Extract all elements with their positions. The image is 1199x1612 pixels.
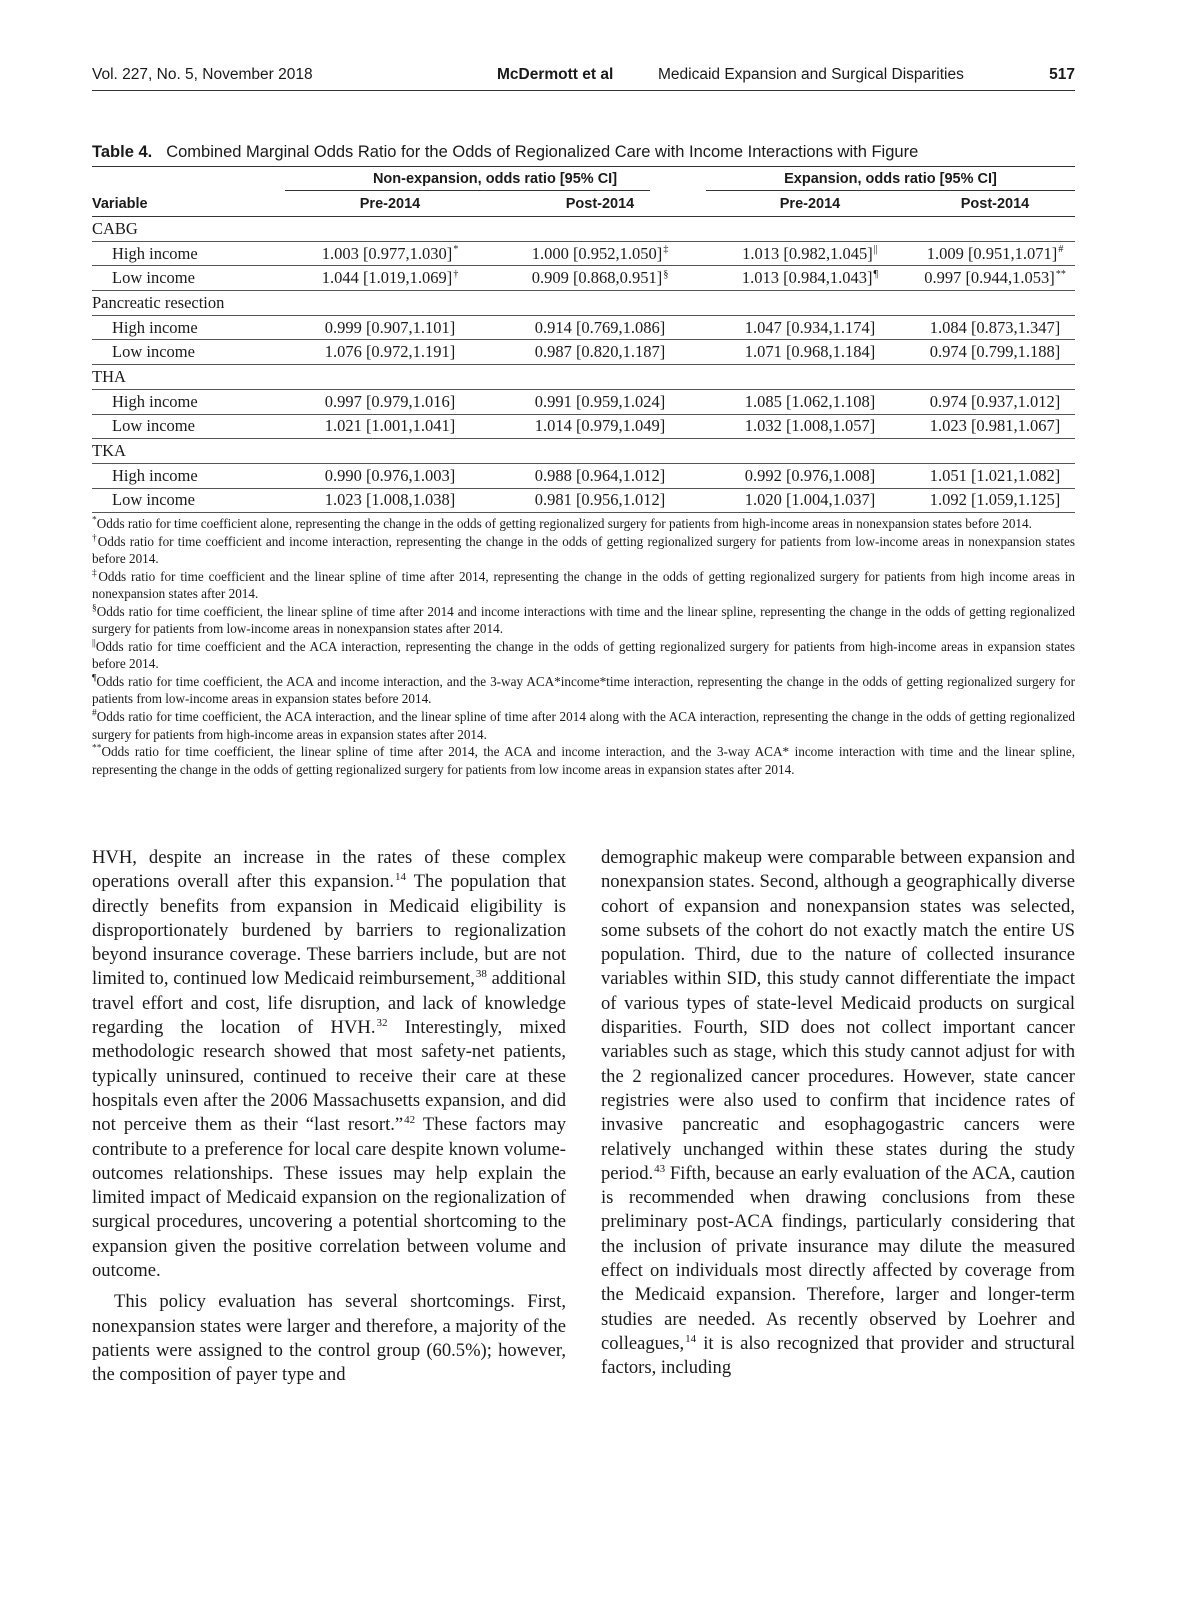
cell-nonexp-pre: 0.990 [0.976,1.003]	[285, 463, 495, 488]
cell-exp-pre: 1.085 [1.062,1.108]	[705, 389, 915, 414]
cell-nonexp-pre: 1.044 [1.019,1.069]†	[285, 266, 495, 291]
cell-nonexp-pre: 1.021 [1.001,1.041]	[285, 414, 495, 439]
table-title: Combined Marginal Odds Ratio for the Odds of Regionalized Care with Income Interactions with Figure	[166, 143, 919, 161]
data-table	[92, 191, 1075, 513]
cell-nonexp-post: 0.991 [0.959,1.024]	[495, 389, 705, 414]
header-variable: Variable	[92, 191, 285, 217]
table-row	[92, 414, 1075, 439]
cell-exp-pre: 1.071 [0.968,1.184]	[705, 340, 915, 365]
row-label: Low income	[92, 488, 285, 513]
footnote: †Odds ratio for time coefficient and income interaction, representing the change in the odds of getting regionalized surgery for patients from low-income areas in nonexpansion states before 2014.	[92, 533, 1076, 567]
header-nonexp-pre: Pre-2014	[285, 191, 495, 217]
table-row	[92, 389, 1075, 414]
row-label: High income	[92, 241, 285, 266]
journal-volume: Vol. 227, No. 5, November 2018	[92, 66, 313, 83]
footnote-mark: ¶	[873, 268, 879, 280]
cell-nonexp-post: 0.987 [0.820,1.187]	[495, 340, 705, 365]
header-exp-post: Post-2014	[915, 191, 1075, 217]
group-header-nonexpansion: Non-expansion, odds ratio [95% CI]	[372, 171, 618, 187]
article-authors: McDermott et al	[497, 66, 614, 83]
row-label: Low income	[92, 414, 285, 439]
footnote: **Odds ratio for time coefficient, the linear spline of time after 2014, the ACA and income interaction, and the 3-way ACA* income interaction with time and the linear spline, representing the change in the odds of getting regionalized surgery for patients from low income areas in expansion states after 2014.	[92, 743, 1075, 777]
cell-nonexp-post: 1.014 [0.979,1.049]	[495, 414, 705, 439]
group-underline-nonexpansion	[285, 190, 650, 191]
cell-exp-pre: 1.047 [0.934,1.174]	[705, 315, 915, 340]
cell-exp-pre: 1.032 [1.008,1.057]	[705, 414, 915, 439]
section-label: THA	[92, 365, 1075, 390]
cell-nonexp-post: 0.981 [0.956,1.012]	[495, 488, 705, 513]
body-paragraph: HVH, despite an increase in the rates of these complex operations overall after this expansion.$^{14}$ The population that directly benefits from expansion in Medicaid eligibility is disproportionately burdened by barriers to regionalization beyond insurance coverage. These barriers include, but are not limited to, continued low Medicaid reimbursement,$^{38}$ additional travel effort and cost, life disruption, and lack of knowledge regarding the location of HVH.$^{32}$ Interestingly, mixed methodologic research showed that most safety-net patients, typically uninsured, continued to receive their care at these hospitals even after the 2006 Massachusetts expansion, and did not perceive them as their “last resort.”$^{42}$ These factors may contribute to a preference for local care despite known volume-outcomes relationships. These issues may help explain the limited impact of Medicaid expansion on the regionalization of surgical procedures, uncovering a potential shortcoming to the expansion given the positive correlation between volume and outcome.	[92, 847, 567, 1282]
table-row	[92, 463, 1075, 488]
section-row	[92, 291, 1075, 316]
group-header-expansion: Expansion, odds ratio [95% CI]	[784, 171, 997, 187]
table-group-header	[92, 167, 1075, 191]
cell-nonexp-pre: 1.076 [0.972,1.191]	[285, 340, 495, 365]
cell-nonexp-pre: 1.023 [1.008,1.038]	[285, 488, 495, 513]
table-row	[92, 241, 1075, 266]
row-label: High income	[92, 315, 285, 340]
body-column-right	[601, 846, 1075, 1381]
section-row	[92, 217, 1075, 242]
footnote-mark: ||	[873, 244, 878, 256]
reference-citation: 38	[475, 968, 487, 981]
group-underline-expansion	[706, 190, 1075, 191]
footnote-mark: †	[453, 268, 459, 280]
footnote: ||Odds ratio for time coefficient and the ACA interaction, representing the change in the odds of getting regionalized surgery for patients from high-income areas in expansion states before 2014.	[92, 638, 1075, 672]
body-paragraph: This policy evaluation has several shortcomings. First, nonexpansion states were larger and therefore, a majority of the patients were assigned to the control group (60.5%); however, the composition of payer type and	[92, 1291, 566, 1386]
cell-exp-post: 1.051 [1.021,1.082]	[915, 463, 1075, 488]
reference-citation: 43	[654, 1162, 666, 1175]
section-label: Pancreatic resection	[92, 291, 1075, 316]
cell-exp-post: 1.009 [0.951,1.071]#	[915, 241, 1075, 266]
footnote: ‡Odds ratio for time coefficient and the linear spline of time after 2014, representing the change in the odds of getting regionalized surgery for patients from high income areas in nonexpansion states after 2014.	[92, 568, 1075, 602]
cell-exp-pre: 0.992 [0.976,1.008]	[705, 463, 915, 488]
table-caption	[92, 143, 1075, 162]
footnote: §Odds ratio for time coefficient, the linear spline of time after 2014 and income interactions with time and the linear spline, representing the change in the odds of getting regionalized surgery for patients from low-income areas in nonexpansion states after 2014.	[92, 603, 1075, 637]
footnote-mark: *	[453, 244, 459, 256]
cell-exp-post: 0.974 [0.937,1.012]	[915, 389, 1075, 414]
table-row	[92, 315, 1075, 340]
footnote-mark: ‡	[663, 244, 669, 256]
cell-exp-pre: 1.020 [1.004,1.037]	[705, 488, 915, 513]
cell-nonexp-post: 0.909 [0.868,0.951]§	[495, 266, 705, 291]
table-row	[92, 488, 1075, 513]
footnote: #Odds ratio for time coefficient, the ACA interaction, and the linear spline of time after 2014 along with the ACA interaction, representing the change in the odds of getting regionalized surgery for patients from high-income areas in expansion states after 2014.	[92, 708, 1075, 742]
footnote-mark: §	[663, 268, 669, 280]
reference-citation: 14	[395, 871, 407, 884]
cell-exp-post: 0.974 [0.799,1.188]	[915, 340, 1075, 365]
section-row	[92, 439, 1075, 464]
footnote-mark: **	[1055, 268, 1066, 280]
row-label: Low income	[92, 340, 285, 365]
reference-citation: 32	[376, 1016, 388, 1029]
section-label: CABG	[92, 217, 1075, 242]
row-label: High income	[92, 389, 285, 414]
cell-exp-post: 1.092 [1.059,1.125]	[915, 488, 1075, 513]
footnote: *Odds ratio for time coefficient alone, representing the change in the odds of getting regionalized surgery for patients from high-income areas in nonexpansion states before 2014.	[92, 515, 1032, 531]
cell-exp-pre: 1.013 [0.982,1.045]||	[705, 241, 915, 266]
row-label: Low income	[92, 266, 285, 291]
reference-citation: 42	[404, 1114, 416, 1127]
section-row	[92, 365, 1075, 390]
article-short-title: Medicaid Expansion and Surgical Disparities	[658, 66, 964, 83]
table-row	[92, 266, 1075, 291]
cell-nonexp-pre: 0.999 [0.907,1.101]	[285, 315, 495, 340]
cell-exp-post: 1.023 [0.981,1.067]	[915, 414, 1075, 439]
running-head	[92, 66, 1075, 91]
cell-nonexp-post: 0.914 [0.769,1.086]	[495, 315, 705, 340]
reference-citation: 14	[685, 1332, 697, 1345]
header-exp-pre: Pre-2014	[705, 191, 915, 217]
cell-nonexp-pre: 1.003 [0.977,1.030]*	[285, 241, 495, 266]
header-nonexp-post: Post-2014	[495, 191, 705, 217]
cell-nonexp-post: 1.000 [0.952,1.050]‡	[495, 241, 705, 266]
body-column-left	[92, 846, 566, 1388]
table-footnotes	[92, 515, 1075, 778]
page-number: 517	[1049, 66, 1075, 83]
column-header-row	[92, 191, 1075, 217]
footnote-mark: #	[1058, 244, 1064, 256]
footnote: ¶Odds ratio for time coefficient, the ACA and income interaction, and the 3-way ACA*income*time interaction, representing the change in the odds of getting regionalized surgery for patients from low-income areas in expansion states before 2014.	[92, 673, 1075, 707]
odds-ratio-table	[92, 166, 1075, 513]
section-label: TKA	[92, 439, 1075, 464]
cell-nonexp-post: 0.988 [0.964,1.012]	[495, 463, 705, 488]
cell-nonexp-pre: 0.997 [0.979,1.016]	[285, 389, 495, 414]
body-paragraph: demographic makeup were comparable between expansion and nonexpansion states. Second, although a geographically diverse cohort of expansion and nonexpansion states was selected, some subsets of the cohort do not exactly match the entire US population. Third, due to the nature of collected insurance variables within SID, this study cannot differentiate the impact of various types of state-level Medicaid products on surgical disparities. Fourth, SID does not collect important cancer variables such as stage, which this study cannot adjust for with the 2 regionalized cancer procedures. However, state cancer registries were also used to confirm that incidence rates of invasive pancreatic and esophagogastric cancers were relatively unchanged within these states during the study period.$^{43}$ Fifth, because an early evaluation of the ACA, caution is recommended when drawing conclusions from these preliminary post-ACA findings, particularly considering that the inclusion of private insurance may dilute the measured effect on individuals most directly affected by coverage from the Medicaid expansion. Therefore, larger and longer-term studies are needed. As recently observed by Loehrer and colleagues,$^{14}$ it is also recognized that provider and structural factors, including	[601, 847, 1076, 1379]
cell-exp-pre: 1.013 [0.984,1.043]¶	[705, 266, 915, 291]
cell-exp-post: 0.997 [0.944,1.053]**	[915, 266, 1075, 291]
table-label: Table 4.	[92, 143, 153, 161]
row-label: High income	[92, 463, 285, 488]
cell-exp-post: 1.084 [0.873,1.347]	[915, 315, 1075, 340]
table-row	[92, 340, 1075, 365]
